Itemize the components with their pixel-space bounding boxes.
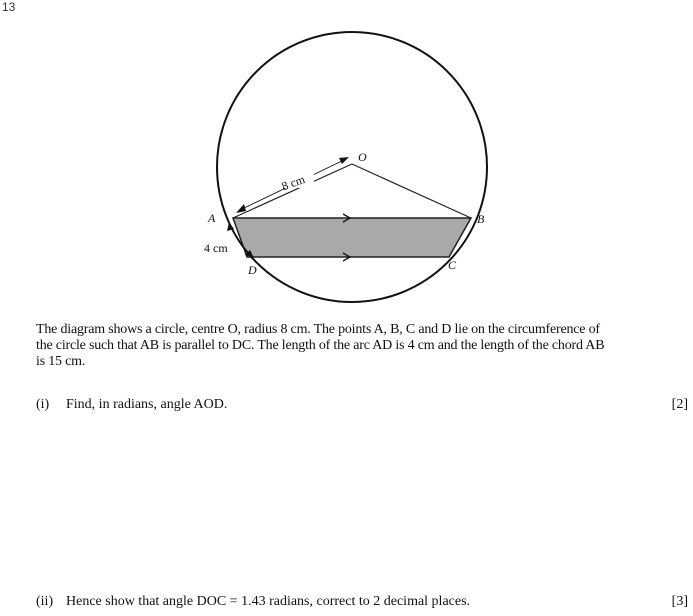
part-i-marks: [2] <box>671 397 688 412</box>
label-4cm: 4 cm <box>204 241 228 255</box>
radius-ob <box>352 164 471 218</box>
part-i-text: Find, in radians, angle AOD. <box>66 397 228 412</box>
label-b: B <box>477 212 485 226</box>
radius-oa <box>233 164 352 218</box>
question-intro <box>36 322 688 370</box>
label-d: D <box>248 263 257 277</box>
label-a: A <box>208 211 216 225</box>
label-o: O <box>358 150 367 164</box>
dimension-arrowhead-o <box>339 157 349 164</box>
part-i <box>36 397 688 413</box>
part-ii-text: Hence show that angle DOC = 1.43 radians, correct to 2 decimal places. <box>66 594 471 609</box>
intro-line-2: the circle such that AB is parallel to DC. The length of the arc AD is 4 cm and the length of the chord AB <box>36 338 605 353</box>
intro-line-1: The diagram shows a circle, centre O, radius 8 cm. The points A, B, C and D lie on the circumference of <box>36 322 600 337</box>
part-ii-number: (ii) <box>36 594 54 609</box>
intro-line-3: is 15 cm. <box>36 354 86 369</box>
part-ii <box>36 594 688 610</box>
part-i-number: (i) <box>36 397 50 412</box>
label-c: C <box>448 258 457 272</box>
question-number: 13 <box>2 0 16 14</box>
part-ii-marks: [3] <box>671 594 688 609</box>
label-8cm: 8 cm <box>279 172 307 194</box>
shaded-region-abcd <box>233 218 471 257</box>
dimension-arrowhead-a <box>236 204 246 213</box>
circle-outline <box>217 32 487 302</box>
